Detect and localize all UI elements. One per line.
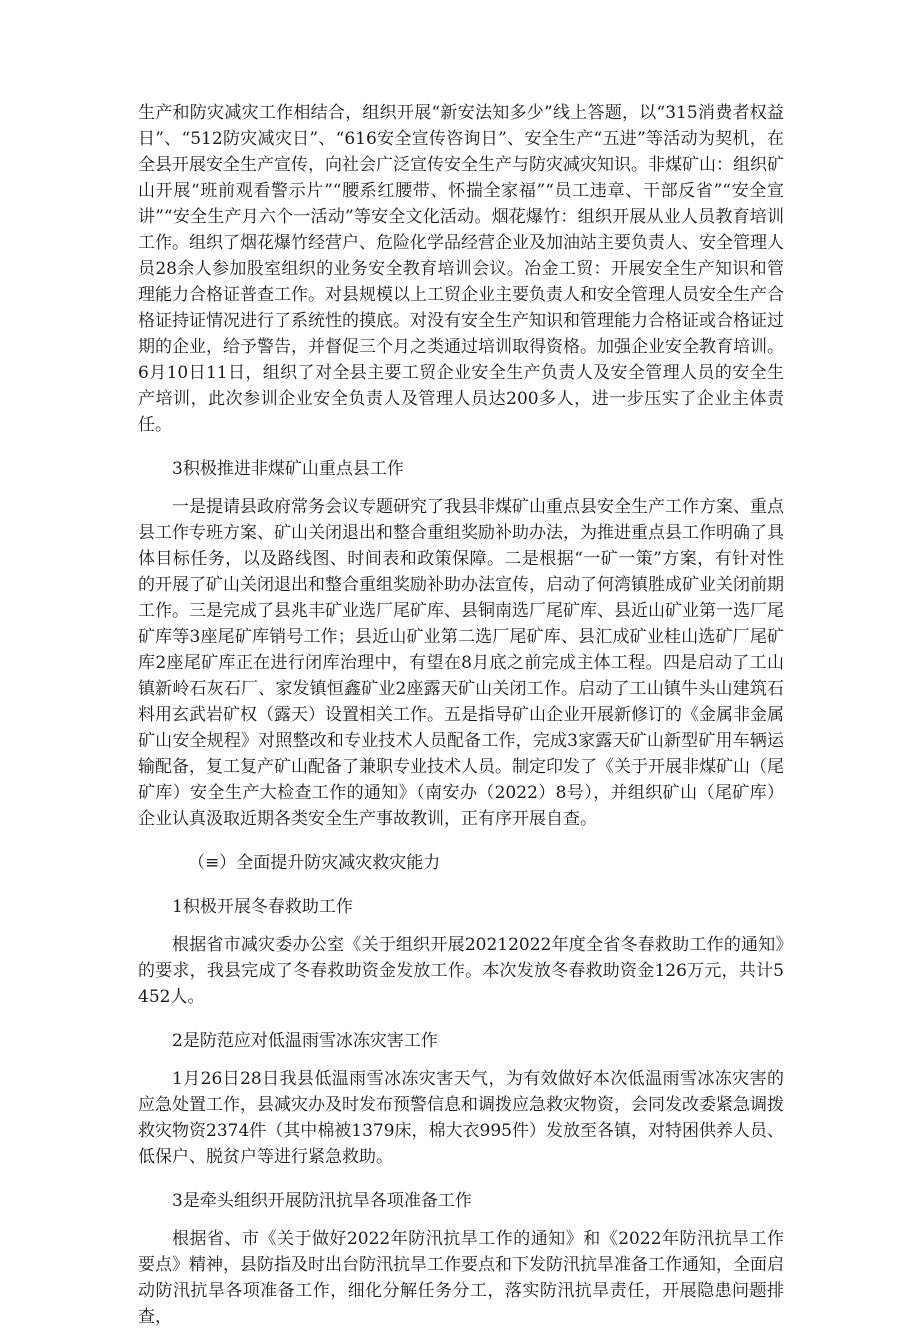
paragraph-nonCoal-mine: 一是提请县政府常务会议专题研究了我县非煤矿山重点县安全生产工作方案、重点县工作专班方案、矿山关闭退出和整合重组奖励补助办法，为推进重点县工作明确了具体目标任务，以及路线图、时间表和政策保障。二是根据“一矿一策”方案，有针对性的开展了矿山关闭退出和整合重组奖励补助办法宣传，启动了何湾镇胜成矿业关闭前期工作。三是完成了县兆丰矿业选厂尾矿库、县铜南选厂尾矿库、县近山矿业第一选厂尾矿库等3座尾矿库销号工作；县近山矿业第二选厂尾矿库、县汇成矿业桂山选矿厂尾矿库2座尾矿库正在进行闭库治理中，有望在8月底之前完成主体工程。四是启动了工山镇新岭石灰石厂、家发镇恒鑫矿业2座露天矿山关闭工作。启动了工山镇牛头山建筑石料用玄武岩矿权（露天）设置相关工作。五是指导矿山企业开展新修订的《金属非金属矿山安全规程》对照整改和专业技术人员配备工作，完成3家露天矿山新型矿用车辆运输配备，复工复产矿山配备了兼职专业技术人员。制定印发了《关于开展非煤矿山（尾矿库）安全生产大检查工作的通知》（南安办（2022）8号），并组织矿山（尾矿库）企业认真汲取近期各类安全生产事故教训，正有序开展自查。 (138, 497, 784, 829)
paragraph-winter-relief: 根据省市减灾委办公室《关于组织开展20212022年度全省冬春救助工作的通知》的要求，我县完成了冬春救助资金发放工作。本次发放冬春救助资金126万元，共计5452人。 (138, 935, 784, 1007)
section-heading-nonCoal-mine: 3积极推进非煤矿山重点县工作 (172, 459, 404, 479)
paragraph-freezing-disaster: 1月26日28日我县低温雨雪冰冻灾害天气，为有效做好本次低温雨雪冰冻灾害的应急处置工作，县减灾办及时发布预警信息和调拨应急救灾物资，会同发改委紧急调拨救灾物资2374件（其中棉被1379床，棉大衣995件）发放至各镇，对特困供养人员、低保户、脱贫户等进行紧急救助。 (138, 1069, 784, 1167)
section-heading-disaster-relief: （≡）全面提升防灾减灾救灾能力 (188, 853, 441, 873)
paragraph-flood-drought: 根据省、市《关于做好2022年防汛抗旱工作的通知》和《2022年防汛抗旱工作要点》精神，县防指及时出台防汛抗旱工作要点和下发防汛抗旱准备工作通知，全面启动防汛抗旱各项准备工作，细化分解任务分工，落实防汛抗旱责任，开展隐患问题排查， (138, 1229, 784, 1327)
paragraph-safety-publicity: 生产和防灾减灾工作相结合，组织开展“新安法知多少”线上答题，以“315消费者权益日”、“512防灾减灾日”、“616安全宣传咨询日”、安全生产“五进”等活动为契机，在全县开展安全生产宣传，向社会广泛宣传安全生产与防灾减灾知识。非煤矿山：组织矿山开展“班前观看警示片”“腰系红腰带、怀揣全家福”“员工违章、干部反省”“安全宣讲”“安全生产月六个一活动”等安全文化活动。烟花爆竹：组织开展从业人员教育培训工作。组织了烟花爆竹经营户、危险化学品经营企业及加油站主要负责人、安全管理人员28余人参加股室组织的业务安全教育培训会议。冶金工贸：开展安全生产知识和管理能力合格证普查工作。对县规模以上工贸企业主要负责人和安全管理人员安全生产合格证持证情况进行了系统性的摸底。对没有安全生产知识和管理能力合格证或合格证过期的企业，给予警告，并督促三个月之类通过培训取得资格。加强企业安全教育培训。6月10日11日，组织了对全县主要工贸企业安全生产负责人及安全管理人员的安全生产培训，此次参训企业安全负责人及管理人员达200多人，进一步压实了企业主体责任。 (138, 103, 784, 435)
section-heading-winter-relief: 1积极开展冬春救助工作 (172, 897, 353, 917)
section-heading-flood-drought: 3是牵头组织开展防汛抗旱各项准备工作 (172, 1191, 472, 1211)
section-heading-freezing-disaster: 2是防范应对低温雨雪冰冻灾害工作 (172, 1031, 438, 1051)
